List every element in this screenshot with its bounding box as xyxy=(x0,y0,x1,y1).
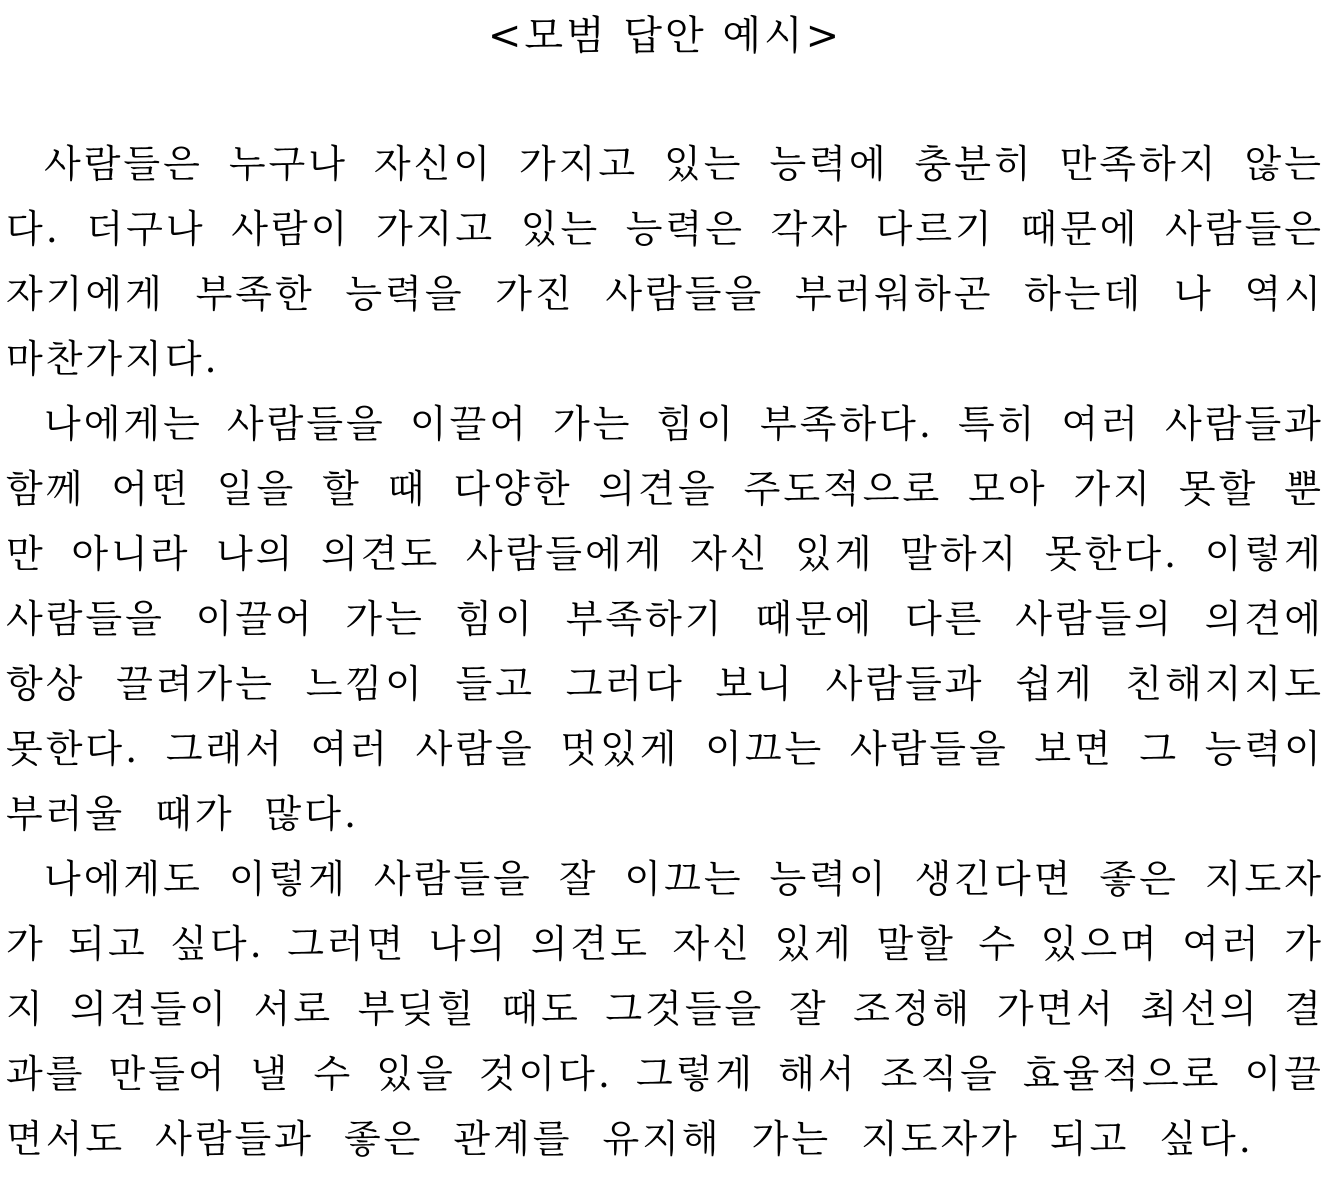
text-word: 의견에 xyxy=(1204,597,1324,641)
text-word: 사람들의 xyxy=(1015,597,1175,641)
text-word: 있으며 xyxy=(1040,922,1160,966)
text-word: 함께 xyxy=(6,467,86,511)
text-word: 생긴다면 xyxy=(914,857,1074,901)
text-word: 지도자 xyxy=(1204,857,1324,901)
text-word: 이끌어 xyxy=(409,402,529,446)
text-word: 의견도 xyxy=(321,532,441,576)
text-word: 낼 xyxy=(250,1052,291,1096)
text-word: 그래서 xyxy=(165,727,285,771)
text-word: 이끄는 xyxy=(705,727,825,771)
text-word: 사람들을 xyxy=(605,272,765,316)
text-word: 여러 xyxy=(1061,402,1141,446)
text-word: 부족하다. xyxy=(760,402,934,446)
text-word: 가지고 xyxy=(519,142,639,186)
text-word: 마찬가지다. xyxy=(6,337,220,381)
text-word: 사람들과 xyxy=(155,1117,314,1161)
text-word: 부딪힐 xyxy=(357,987,477,1031)
text-word: 가 xyxy=(1284,922,1324,966)
text-word: 해서 xyxy=(778,1052,858,1096)
text-word: 이끌 xyxy=(1244,1052,1324,1096)
text-word: 때 xyxy=(387,467,428,511)
text-word: 능력을 xyxy=(345,272,465,316)
text-word: 효율적으로 xyxy=(1022,1052,1222,1096)
text-word: 가는 xyxy=(345,597,425,641)
text-word: 어떤 xyxy=(111,467,191,511)
text-word: 역시 xyxy=(1244,272,1324,316)
text-word: 지 xyxy=(6,987,46,1031)
text-word: 그러면 xyxy=(287,922,407,966)
text-word: 자신 xyxy=(690,532,770,576)
text-word: 끌려가는 xyxy=(116,662,275,706)
text-word: 자기에게 xyxy=(6,272,165,316)
text-word: 때문에 xyxy=(1020,207,1140,251)
text-word: 만족하지 xyxy=(1059,142,1219,186)
text-word: 아니라 xyxy=(71,532,191,576)
text-word: 가진 xyxy=(495,272,575,316)
text-word: 않는 xyxy=(1244,142,1324,186)
text-word: 가지고 xyxy=(375,207,496,251)
text-word: 사람들을 xyxy=(849,727,1009,771)
text-word: 사람들을 xyxy=(6,597,165,641)
text-word: 하는데 xyxy=(1024,272,1144,316)
text-word: 사람들을 xyxy=(226,402,386,446)
text-word: 능력에 xyxy=(769,142,889,186)
text-word: 잘 xyxy=(788,987,829,1031)
text-word: 조직을 xyxy=(880,1052,1000,1096)
text-word: 자신이 xyxy=(373,142,494,186)
text-word: 되고 xyxy=(68,922,148,966)
text-word: 부러워하곤 xyxy=(794,272,994,316)
text-line xyxy=(6,717,1324,781)
text-word: 가는 xyxy=(553,402,633,446)
text-word: 들고 xyxy=(455,662,535,706)
text-word: 사람을 xyxy=(415,727,535,771)
text-word: 친해지지도 xyxy=(1125,662,1324,706)
text-word: 좋은 xyxy=(1099,857,1179,901)
text-word: 일을 xyxy=(216,467,297,511)
text-line xyxy=(6,197,1324,261)
text-word: 지도자가 xyxy=(861,1117,1020,1161)
text-word: 주도적으로 xyxy=(743,467,943,511)
text-line xyxy=(6,587,1324,651)
text-word: 되고 xyxy=(1049,1117,1130,1161)
text-line xyxy=(6,262,1324,326)
text-word: 여러 xyxy=(1182,922,1262,966)
text-word: 다양한 xyxy=(453,467,573,511)
text-word: 누구나 xyxy=(228,142,348,186)
text-word: 싶다. xyxy=(1159,1117,1254,1161)
text-line xyxy=(44,847,1324,911)
document-title: <모범 답안 예시> xyxy=(487,13,843,59)
text-word: 여러 xyxy=(310,727,391,771)
text-word: 가는 xyxy=(751,1117,832,1161)
text-word: 나 xyxy=(1174,272,1214,316)
text-word: 그 xyxy=(1139,727,1180,771)
text-word: 사람들과 xyxy=(825,662,985,706)
text-line xyxy=(6,327,1324,391)
text-word: 관계를 xyxy=(453,1117,573,1161)
text-word: 나에게도 xyxy=(44,857,203,901)
text-word: 말할 xyxy=(876,922,956,966)
text-word: 할 xyxy=(322,467,362,511)
text-line xyxy=(44,132,1324,196)
text-word: 면서도 xyxy=(6,1117,126,1161)
text-word: 많다. xyxy=(264,792,360,836)
text-word: 것이다. xyxy=(478,1052,613,1096)
text-word: 결 xyxy=(1284,987,1324,1031)
text-word: 능력이 xyxy=(1204,727,1324,771)
text-word: 최선의 xyxy=(1140,987,1260,1031)
text-word: 부족하기 xyxy=(565,597,725,641)
text-word: 사람들과 xyxy=(1165,402,1324,446)
text-word: 힘이 xyxy=(455,597,535,641)
text-word: 뿐 xyxy=(1284,467,1324,511)
text-word: 못한다. xyxy=(1044,532,1180,576)
text-word: 특히 xyxy=(958,402,1038,446)
text-word: 그렇게 xyxy=(636,1052,756,1096)
text-word: 이렇게 xyxy=(1204,532,1324,576)
text-word: 자신 xyxy=(672,922,752,966)
text-word: 보면 xyxy=(1034,727,1114,771)
text-word: 보니 xyxy=(715,662,795,706)
text-word: 수 xyxy=(313,1052,354,1096)
text-word: 나의 xyxy=(428,922,509,966)
text-word: 만 xyxy=(6,532,46,576)
text-word: 각자 xyxy=(770,207,850,251)
text-word: 사람들은 xyxy=(1165,207,1324,251)
text-word: 말하지 xyxy=(900,532,1020,576)
text-word: 더구나 xyxy=(86,207,206,251)
text-word: 다른 xyxy=(905,597,985,641)
text-word: 그것들을 xyxy=(605,987,765,1031)
text-word: 이끌어 xyxy=(195,597,315,641)
text-word: 사람들은 xyxy=(44,142,203,186)
text-word: 능력이 xyxy=(769,857,889,901)
text-word: 가지 xyxy=(1073,467,1153,511)
text-word: 힘이 xyxy=(656,402,736,446)
text-word: 좋은 xyxy=(343,1117,424,1161)
text-word: 있게 xyxy=(795,532,875,576)
text-word: 멋있게 xyxy=(560,727,680,771)
text-word: 모아 xyxy=(968,467,1048,511)
text-word: 그러다 xyxy=(565,662,685,706)
text-word: 있는 xyxy=(520,207,601,251)
text-word: 이끄는 xyxy=(624,857,744,901)
text-line xyxy=(6,522,1324,586)
text-word: 있을 xyxy=(376,1052,456,1096)
text-word: 부족한 xyxy=(195,272,315,316)
text-word: 때문에 xyxy=(755,597,875,641)
text-word: 이렇게 xyxy=(228,857,348,901)
text-line xyxy=(6,457,1324,521)
text-word: 다르기 xyxy=(875,207,995,251)
text-line xyxy=(6,977,1324,1041)
text-word: 못한다. xyxy=(6,727,141,771)
text-word: 충분히 xyxy=(914,142,1034,186)
text-word: 가 xyxy=(6,922,46,966)
text-word: 유지해 xyxy=(602,1117,722,1161)
text-word: 사람들을 xyxy=(373,857,533,901)
text-word: 항상 xyxy=(6,662,86,706)
text-word: 쉽게 xyxy=(1015,662,1095,706)
text-word: 나의 xyxy=(216,532,296,576)
text-word: 과를 xyxy=(6,1052,86,1096)
text-line xyxy=(6,1107,1324,1171)
text-word: 부러울 xyxy=(6,792,126,836)
text-word: 조정해 xyxy=(853,987,973,1031)
text-word: 의견들이 xyxy=(70,987,230,1031)
text-word: 때도 xyxy=(501,987,581,1031)
text-line xyxy=(6,912,1324,976)
text-word: 수 xyxy=(978,922,1019,966)
text-word: 못할 xyxy=(1178,467,1259,511)
text-word: 의견도 xyxy=(530,922,650,966)
text-word: 가면서 xyxy=(996,987,1116,1031)
text-word: 싶다. xyxy=(170,922,265,966)
text-word: 의견을 xyxy=(598,467,718,511)
text-line xyxy=(44,392,1324,456)
text-word: 느낌이 xyxy=(305,662,425,706)
text-line xyxy=(6,1042,1324,1106)
text-word: 잘 xyxy=(558,857,599,901)
text-word: 다. xyxy=(6,207,61,251)
text-word: 사람이 xyxy=(231,207,351,251)
text-word: 때가 xyxy=(155,792,235,836)
text-word: 서로 xyxy=(253,987,334,1031)
text-line xyxy=(6,652,1324,716)
text-word: 능력은 xyxy=(625,207,745,251)
text-word: 사람들에게 xyxy=(465,532,665,576)
text-word: 있게 xyxy=(774,922,854,966)
text-line xyxy=(6,782,1324,846)
text-word: 나에게는 xyxy=(44,402,203,446)
text-word: 있는 xyxy=(664,142,744,186)
text-word: 만들어 xyxy=(108,1052,228,1096)
